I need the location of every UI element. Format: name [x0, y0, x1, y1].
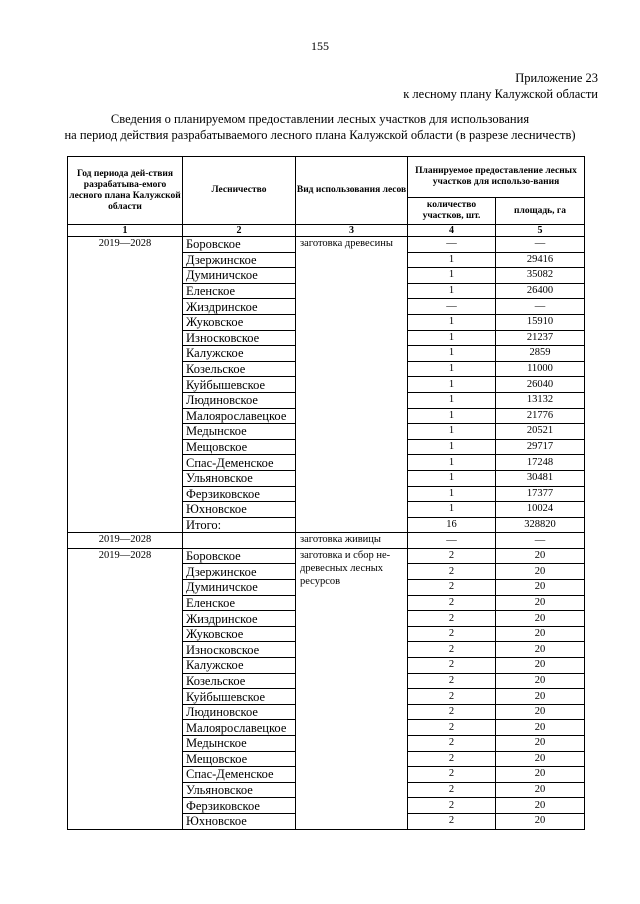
area-cell: — [496, 533, 585, 549]
forestry-cell: Малоярославецкое [183, 408, 296, 424]
count-cell: 1 [408, 424, 496, 440]
header-forestry: Лесничество [183, 157, 296, 225]
area-cell: 29416 [496, 252, 585, 268]
area-cell: 20 [496, 782, 585, 798]
area-cell: — [496, 237, 585, 253]
count-cell: 1 [408, 377, 496, 393]
area-cell: 20521 [496, 424, 585, 440]
forestry-cell: Итого: [183, 517, 296, 533]
area-cell: 20 [496, 689, 585, 705]
area-cell: 20 [496, 798, 585, 814]
area-cell: 21776 [496, 408, 585, 424]
count-cell: 2 [408, 782, 496, 798]
area-cell: 26040 [496, 377, 585, 393]
forestry-cell: Жуковское [183, 626, 296, 642]
forestry-cell: Жиздринское [183, 611, 296, 627]
table-row [68, 237, 585, 253]
appendix-reference: к лесному плану Калужской области [403, 87, 598, 101]
forestry-cell: Дзержинское [183, 252, 296, 268]
area-cell: — [496, 299, 585, 315]
forestry-cell: Износковское [183, 642, 296, 658]
count-cell: 1 [408, 392, 496, 408]
count-cell: 1 [408, 470, 496, 486]
page-number: 155 [311, 39, 329, 53]
count-cell: — [408, 299, 496, 315]
area-cell: 20 [496, 658, 585, 674]
column-number: 4 [408, 225, 496, 237]
count-cell: 2 [408, 704, 496, 720]
forestry-cell: Износковское [183, 330, 296, 346]
forestry-cell: Думиничское [183, 580, 296, 596]
count-cell: 2 [408, 595, 496, 611]
count-cell: 2 [408, 751, 496, 767]
area-cell: 17377 [496, 486, 585, 502]
forestry-cell: Думиничское [183, 268, 296, 284]
forestry-cell: Еленское [183, 595, 296, 611]
area-cell: 15910 [496, 314, 585, 330]
area-cell: 20 [496, 813, 585, 829]
count-cell: 2 [408, 626, 496, 642]
forestry-cell: Козельское [183, 673, 296, 689]
column-number: 3 [296, 225, 408, 237]
count-cell: 2 [408, 798, 496, 814]
use-type-cell: заготовка живицы [296, 533, 408, 549]
area-cell: 328820 [496, 517, 585, 533]
count-cell: 1 [408, 283, 496, 299]
forestry-cell [183, 533, 296, 549]
forestry-cell: Калужское [183, 658, 296, 674]
count-cell: 1 [408, 502, 496, 518]
area-cell: 10024 [496, 502, 585, 518]
count-cell: 1 [408, 408, 496, 424]
table-row [68, 548, 585, 564]
count-cell: 2 [408, 564, 496, 580]
area-cell: 20 [496, 626, 585, 642]
column-number: 2 [183, 225, 296, 237]
forestry-cell: Мещовское [183, 751, 296, 767]
forestry-cell: Калужское [183, 346, 296, 362]
header-count: количество участков, шт. [408, 198, 496, 225]
area-cell: 20 [496, 642, 585, 658]
count-cell: 1 [408, 346, 496, 362]
area-cell: 20 [496, 580, 585, 596]
area-cell: 30481 [496, 470, 585, 486]
period-cell: 2019—2028 [68, 237, 183, 533]
table-body [68, 237, 585, 830]
forestry-cell: Боровское [183, 237, 296, 253]
period-cell: 2019—2028 [68, 533, 183, 549]
forestry-cell: Ульяновское [183, 782, 296, 798]
forestry-cell: Малоярославецкое [183, 720, 296, 736]
area-cell: 26400 [496, 283, 585, 299]
count-cell: 2 [408, 658, 496, 674]
count-cell: 1 [408, 314, 496, 330]
area-cell: 17248 [496, 455, 585, 471]
count-cell: 2 [408, 813, 496, 829]
area-cell: 21237 [496, 330, 585, 346]
forestry-cell: Ферзиковское [183, 486, 296, 502]
count-cell: 2 [408, 720, 496, 736]
count-cell: — [408, 533, 496, 549]
count-cell: 1 [408, 361, 496, 377]
forestry-cell: Медынское [183, 736, 296, 752]
area-cell: 2859 [496, 346, 585, 362]
count-cell: 2 [408, 767, 496, 783]
area-cell: 20 [496, 704, 585, 720]
forestry-cell: Юхновское [183, 813, 296, 829]
document-title-line-2: на период действия разрабатываемого лесного плана Калужской области (в разрезе лесничеств) [64, 128, 576, 142]
forestry-cell: Мещовское [183, 439, 296, 455]
forestry-cell: Людиновское [183, 704, 296, 720]
use-type-cell: заготовка и сбор не-древесных лесных ресурсов [296, 548, 408, 829]
count-cell: 1 [408, 439, 496, 455]
area-cell: 20 [496, 548, 585, 564]
forestry-cell: Жиздринское [183, 299, 296, 315]
forestry-cell: Куйбышевское [183, 689, 296, 705]
forestry-cell: Ферзиковское [183, 798, 296, 814]
area-cell: 20 [496, 720, 585, 736]
count-cell: — [408, 237, 496, 253]
area-cell: 13132 [496, 392, 585, 408]
forestry-cell: Спас-Деменское [183, 767, 296, 783]
count-cell: 2 [408, 689, 496, 705]
count-cell: 2 [408, 736, 496, 752]
forestry-cell: Куйбышевское [183, 377, 296, 393]
forestry-cell: Жуковское [183, 314, 296, 330]
count-cell: 2 [408, 548, 496, 564]
count-cell: 16 [408, 517, 496, 533]
forestry-cell: Дзержинское [183, 564, 296, 580]
forestry-cell: Еленское [183, 283, 296, 299]
forestry-cell: Спас-Деменское [183, 455, 296, 471]
forestry-cell: Медынское [183, 424, 296, 440]
area-cell: 11000 [496, 361, 585, 377]
forestry-cell: Юхновское [183, 502, 296, 518]
count-cell: 1 [408, 268, 496, 284]
area-cell: 20 [496, 767, 585, 783]
forest-plots-table [67, 156, 585, 830]
count-cell: 2 [408, 642, 496, 658]
forestry-cell: Боровское [183, 548, 296, 564]
forestry-cell: Ульяновское [183, 470, 296, 486]
count-cell: 2 [408, 611, 496, 627]
appendix-label: Приложение 23 [515, 71, 598, 85]
count-cell: 2 [408, 580, 496, 596]
count-cell: 1 [408, 330, 496, 346]
column-number: 5 [496, 225, 585, 237]
count-cell: 2 [408, 673, 496, 689]
area-cell: 20 [496, 751, 585, 767]
count-cell: 1 [408, 252, 496, 268]
forestry-cell: Людиновское [183, 392, 296, 408]
header-period: Год периода дей-ствия разрабатыва-емого лесного плана Калужской области [68, 157, 183, 225]
area-cell: 20 [496, 673, 585, 689]
area-cell: 20 [496, 564, 585, 580]
count-cell: 1 [408, 455, 496, 471]
forestry-cell: Козельское [183, 361, 296, 377]
area-cell: 20 [496, 611, 585, 627]
table-row [68, 533, 585, 549]
document-title-line-1: Сведения о планируемом предоставлении лесных участков для использования [110, 112, 530, 126]
use-type-cell: заготовка древесины [296, 237, 408, 533]
area-cell: 20 [496, 736, 585, 752]
header-planned: Планируемое предоставление лесных участков для использо-вания [408, 157, 585, 198]
header-use-type: Вид использования лесов [296, 157, 408, 225]
area-cell: 29717 [496, 439, 585, 455]
count-cell: 1 [408, 486, 496, 502]
period-cell: 2019—2028 [68, 548, 183, 829]
area-cell: 35082 [496, 268, 585, 284]
header-area: площадь, га [496, 198, 585, 225]
area-cell: 20 [496, 595, 585, 611]
column-number: 1 [68, 225, 183, 237]
